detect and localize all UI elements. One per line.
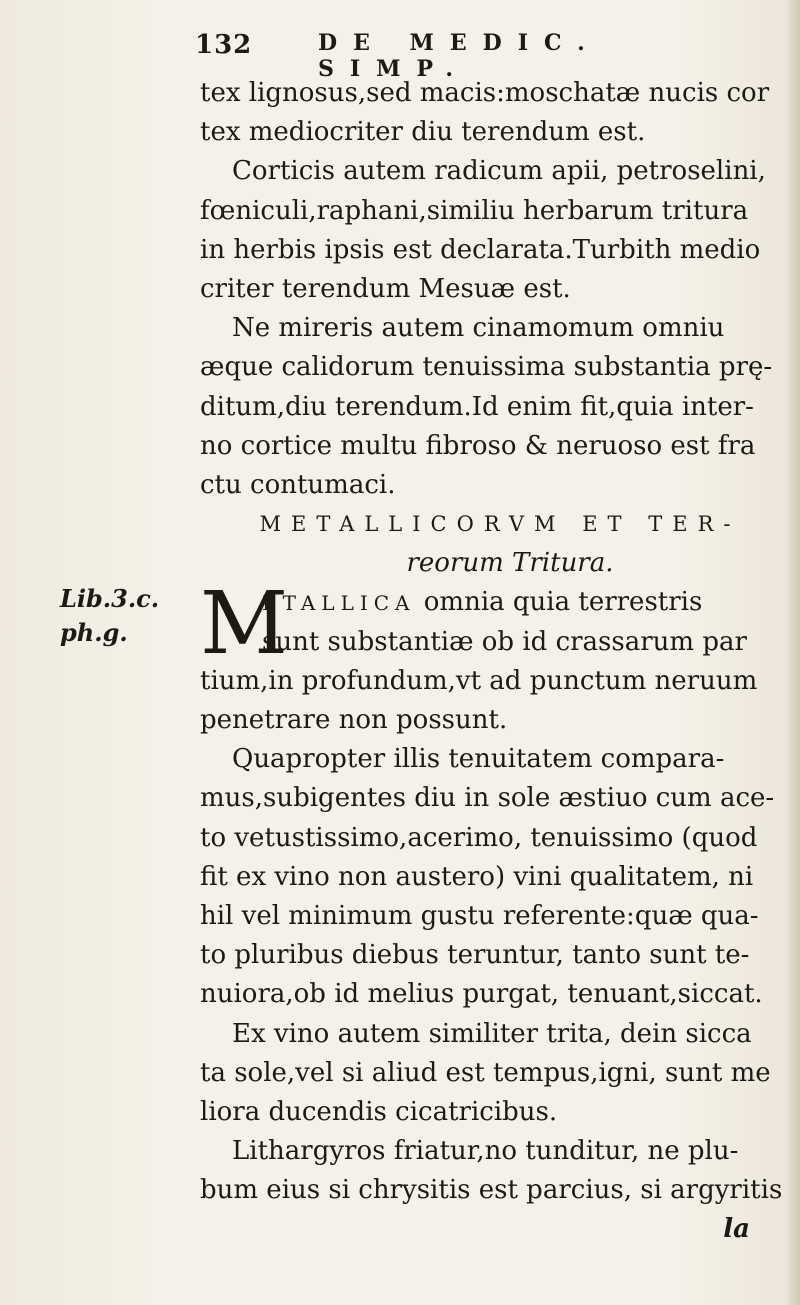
text-line: ta sole,vel si aliud est tempus,igni, sunt me <box>200 1057 771 1088</box>
text-line: fœniculi,raphani,similiu herbarum tritura <box>200 195 749 226</box>
margin-note <box>60 582 159 650</box>
text-line: tex lignosus,sed macis:moschatæ nucis cor <box>200 78 770 108</box>
text-line: no cortice multu fibroso & neruoso est fra <box>200 430 756 461</box>
catchword: la <box>723 1214 750 1245</box>
text-line: Corticis autem radicum apii, petroselini, <box>232 156 766 187</box>
text-line: criter terendum Mesuæ est. <box>200 273 571 304</box>
text-line: tex mediocriter diu terendum est. <box>200 117 646 148</box>
text-block-before <box>200 74 790 505</box>
text-line: Quapropter illis tenuitatem compara- <box>232 744 725 775</box>
running-header <box>195 30 735 82</box>
text-line: penetrare non possunt. <box>200 705 508 735</box>
text-line: hil vel minimum gustu referente:quæ qua- <box>200 900 759 931</box>
text-line: sunt substantiæ ob id crassarum par <box>262 626 747 657</box>
drop-capital: M <box>200 574 289 675</box>
section-subheading: reorum Tritura. <box>406 548 614 579</box>
section-heading: METALLICORVM ET TER- <box>259 512 741 537</box>
page-number: 132 <box>195 30 253 60</box>
text-line: Lithargyros friatur,no tunditur, ne plu- <box>232 1136 739 1167</box>
text-line: to pluribus diebus teruntur, tanto sunt te- <box>200 940 750 971</box>
text-line: nuiora,ob id melius purgat, tenuant,siccat. <box>200 979 763 1010</box>
first-word-caps: ETALLICA <box>262 591 416 616</box>
first-line-rest: omnia quia terrestris <box>415 587 703 618</box>
margin-note-line: Lib.3.c. <box>60 584 160 613</box>
text-line: fit ex vino non austero) vini qualitatem, ni <box>200 861 754 892</box>
text-line: to vetustissimo,acerimo, tenuissimo (quod <box>200 822 758 853</box>
text-block-after <box>200 623 790 1211</box>
text-line: liora ducendis cicatricibus. <box>200 1096 558 1127</box>
text-line: bum eius si chrysitis est parcius, si argyritis <box>200 1175 783 1206</box>
text-line: ctu contumaci. <box>200 469 396 500</box>
text-line: mus,subigentes diu in sole æstiuo cum ace- <box>200 783 775 814</box>
text-line: Ex vino autem similiter trita, dein sicca <box>232 1018 752 1049</box>
text-line: in herbis ipsis est declarata.Turbith medio <box>200 234 761 265</box>
text-line: æque calidorum tenuissima substantia prę- <box>200 352 773 383</box>
running-title: DE MEDIC. SIMP. <box>318 30 601 82</box>
text-line: Ne mireris autem cinamomum omniu <box>232 313 725 344</box>
text-line: ditum,diu terendum.Id enim fit,quia inter- <box>200 391 754 422</box>
margin-note-line: ph.g. <box>60 618 128 647</box>
text-line: tium,in profundum,vt ad punctum neruum <box>200 665 758 696</box>
body-text <box>200 74 790 1250</box>
